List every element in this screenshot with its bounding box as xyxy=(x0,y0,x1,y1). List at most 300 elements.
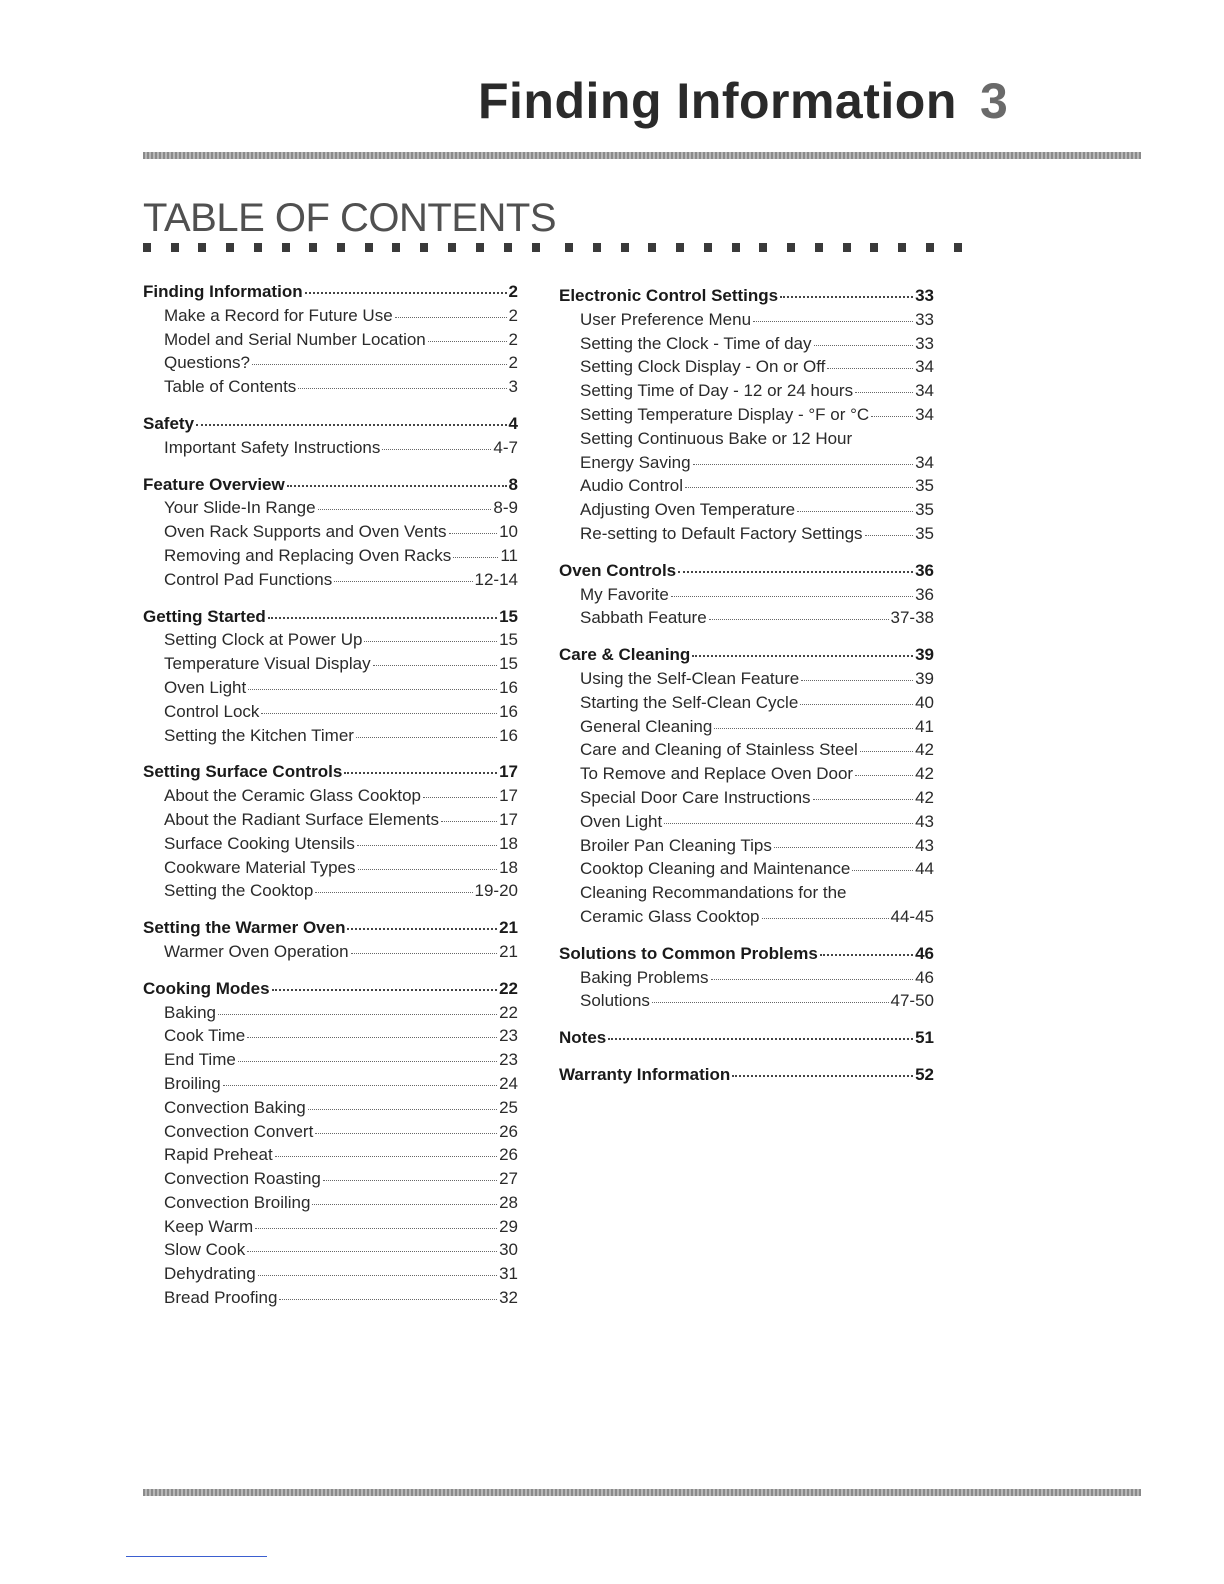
toc-entry-label: Convection Roasting xyxy=(164,1169,321,1189)
toc-section-entry[interactable] xyxy=(559,284,934,308)
toc-entry-page: 33 xyxy=(915,286,934,305)
toc-entry-label: Setting the Clock - Time of day xyxy=(580,333,812,353)
toc-entry-page: 44 xyxy=(915,859,934,879)
toc-subsection-entry[interactable] xyxy=(143,1096,518,1120)
toc-entry-page: 11 xyxy=(500,545,518,565)
toc-subsection-entry[interactable] xyxy=(143,436,518,460)
toc-entry-label: About the Ceramic Glass Cooktop xyxy=(164,786,422,806)
square-bullet xyxy=(309,243,317,252)
toc-entry-label: Model and Serial Number Location xyxy=(164,329,426,349)
toc-subsection-entry[interactable] xyxy=(143,856,518,880)
toc-subsection-entry[interactable] xyxy=(559,762,934,786)
toc-entry-label: Solutions xyxy=(580,991,650,1011)
toc-left-column xyxy=(143,280,518,1310)
toc-entry-page: 35 xyxy=(915,500,934,520)
toc-section-entry[interactable] xyxy=(143,473,518,497)
toc-subsection-entry[interactable] xyxy=(559,857,934,881)
dot-leader xyxy=(664,822,913,824)
toc-entry-label: Using the Self-Clean Feature xyxy=(580,668,800,688)
dot-leader xyxy=(774,846,913,848)
toc-entry-label: Temperature Visual Display xyxy=(164,654,371,674)
dot-leader xyxy=(855,391,913,393)
square-bullet xyxy=(143,243,151,252)
dot-leader xyxy=(247,1036,497,1038)
toc-section-entry[interactable] xyxy=(143,916,518,940)
dot-leader xyxy=(218,1013,497,1015)
toc-section-entry[interactable] xyxy=(559,643,934,667)
toc-entry-page: 18 xyxy=(499,833,518,853)
dot-leader xyxy=(358,868,498,870)
toc-entry-label: Care & Cleaning xyxy=(559,645,691,665)
square-bullet xyxy=(504,243,512,252)
toc-entry-page: 10 xyxy=(499,522,518,542)
dot-leader xyxy=(315,1132,497,1134)
toc-entry-label: Oven Light xyxy=(164,677,247,697)
toc-entry-label: Starting the Self-Clean Cycle xyxy=(580,692,799,712)
dot-leader xyxy=(797,510,913,512)
toc-entry-label: Cookware Material Types xyxy=(164,857,356,877)
toc-section-entry[interactable] xyxy=(143,605,518,629)
toc-entry-label: Table of Contents xyxy=(164,377,297,397)
dot-leader xyxy=(732,1074,913,1077)
toc-entry-page: 8 xyxy=(508,474,518,494)
dot-leader xyxy=(693,463,914,465)
dot-leader xyxy=(671,595,913,597)
toc-entry-label: About the Radiant Surface Elements xyxy=(164,809,439,829)
dot-leader xyxy=(860,750,913,752)
toc-subsection-entry[interactable] xyxy=(143,1262,518,1286)
toc-entry-label: Audio Control xyxy=(580,476,684,496)
toc-entry-label: Convection Broiling xyxy=(164,1192,311,1212)
toc-entry-page: 46 xyxy=(915,967,934,987)
toc-entry-page: 23 xyxy=(499,1050,518,1070)
toc-entry-page: 40 xyxy=(915,692,934,712)
toc-entry-page: 35 xyxy=(915,523,934,543)
toc-subsection-entry[interactable] xyxy=(143,1286,518,1310)
toc-entry-label: Setting Continuous Bake or 12 Hour xyxy=(580,428,853,448)
toc-entry-label: Setting Clock at Power Up xyxy=(164,630,363,650)
toc-entry-page: 22 xyxy=(499,978,518,998)
dot-leader xyxy=(357,844,497,846)
toc-entry-page: 44-45 xyxy=(890,906,934,926)
square-bullet xyxy=(870,243,878,252)
toc-subsection-entry[interactable] xyxy=(143,700,518,724)
toc-subsection-entry[interactable] xyxy=(559,606,934,630)
toc-subsection-entry[interactable] xyxy=(559,966,934,990)
toc-subsection-entry[interactable] xyxy=(143,808,518,832)
toc-subsection-entry[interactable] xyxy=(143,1072,518,1096)
square-bullet xyxy=(226,243,234,252)
toc-subsection-entry[interactable] xyxy=(559,474,934,498)
square-bullet xyxy=(254,243,262,252)
toc-entry-page: 33 xyxy=(915,309,934,329)
toc-section-entry[interactable] xyxy=(143,280,518,304)
toc-entry-label: Setting Temperature Display - °F or °C xyxy=(580,404,870,424)
toc-entry-page: 4 xyxy=(508,413,518,433)
toc-subsection-entry[interactable] xyxy=(143,1167,518,1191)
dot-leader xyxy=(344,771,497,774)
square-bullet xyxy=(198,243,206,252)
dot-leader xyxy=(801,679,913,681)
dot-leader xyxy=(453,556,498,558)
toc-section-entry[interactable] xyxy=(559,1026,934,1050)
dot-leader xyxy=(652,1001,889,1003)
toc-subsection-entry[interactable] xyxy=(143,1048,518,1072)
toc-entry-page: 29 xyxy=(499,1216,518,1236)
toc-subsection-entry[interactable] xyxy=(143,544,518,568)
dot-leader xyxy=(238,1060,497,1062)
toc-entry-page: 21 xyxy=(499,941,518,961)
dot-leader xyxy=(252,363,507,365)
dot-leader xyxy=(312,1203,497,1205)
toc-entry-page: 33 xyxy=(915,333,934,353)
square-bullet xyxy=(392,243,400,252)
dot-leader xyxy=(334,580,472,582)
toc-entry-label: Baking xyxy=(164,1002,216,1022)
toc-entry-label: Questions? xyxy=(164,353,250,373)
dot-leader xyxy=(685,486,913,488)
toc-section-entry[interactable] xyxy=(559,942,934,966)
toc-entry-label: Broiler Pan Cleaning Tips xyxy=(580,835,772,855)
footer-underline-mark xyxy=(126,1556,267,1557)
toc-entry-label: Your Slide-In Range xyxy=(164,498,316,518)
square-bullet xyxy=(532,243,540,252)
dot-leader xyxy=(678,570,913,573)
toc-entry-label: Removing and Replacing Oven Racks xyxy=(164,545,452,565)
dot-leader xyxy=(423,796,497,798)
dot-leader xyxy=(753,320,913,322)
toc-subsection-entry[interactable] xyxy=(143,496,518,520)
toc-entry-label: Setting the Cooktop xyxy=(164,881,314,901)
toc-entry-page: 17 xyxy=(499,786,518,806)
toc-entry-page: 15 xyxy=(499,630,518,650)
toc-entry-label: Dehydrating xyxy=(164,1264,256,1284)
toc-entry-label: Energy Saving xyxy=(580,452,691,472)
toc-entry-label: Slow Cook xyxy=(164,1240,246,1260)
toc-entry-label: Rapid Preheat xyxy=(164,1145,273,1165)
toc-subsection-entry[interactable] xyxy=(559,738,934,762)
toc-entry-page: 27 xyxy=(499,1169,518,1189)
square-bullet xyxy=(898,243,906,252)
toc-entry-label: Ceramic Glass Cooktop xyxy=(580,906,760,926)
toc-heading: TABLE OF CONTENTS xyxy=(143,196,557,240)
dot-leader xyxy=(871,415,913,417)
decorative-square-row xyxy=(143,243,963,255)
toc-subsection-entry[interactable] xyxy=(143,724,518,748)
dot-leader xyxy=(247,1250,497,1252)
toc-entry-page: 8-9 xyxy=(493,498,518,518)
dot-leader xyxy=(762,917,889,919)
dot-leader xyxy=(820,953,913,956)
square-bullet xyxy=(954,243,962,252)
toc-subsection-entry[interactable] xyxy=(559,308,934,332)
toc-entry-page: 46 xyxy=(915,943,934,963)
toc-entry-page: 26 xyxy=(499,1121,518,1141)
dot-leader xyxy=(275,1155,497,1157)
dot-leader xyxy=(441,820,497,822)
dot-leader xyxy=(308,1108,497,1110)
toc-subsection-entry[interactable] xyxy=(143,1191,518,1215)
toc-section-entry[interactable] xyxy=(143,977,518,1001)
toc-entry-label: Keep Warm xyxy=(164,1216,254,1236)
dot-leader xyxy=(428,340,507,342)
toc-subsection-entry[interactable] xyxy=(559,834,934,858)
toc-subsection-entry[interactable] xyxy=(559,379,934,403)
toc-subsection-entry[interactable] xyxy=(559,451,934,475)
square-bullet xyxy=(282,243,290,252)
dot-leader xyxy=(255,1227,497,1229)
toc-entry-label: General Cleaning xyxy=(580,716,713,736)
toc-entry-label: Cook Time xyxy=(164,1026,246,1046)
toc-section-entry[interactable] xyxy=(559,559,934,583)
toc-entry-label: Warranty Information xyxy=(559,1064,731,1084)
toc-entry-page: 22 xyxy=(499,1002,518,1022)
toc-subsection-entry[interactable] xyxy=(143,1024,518,1048)
toc-subsection-entry[interactable] xyxy=(143,1001,518,1025)
toc-entry-page: 51 xyxy=(915,1028,934,1048)
dot-leader xyxy=(315,891,472,893)
toc-subsection-entry[interactable] xyxy=(559,427,934,451)
square-bullet xyxy=(593,243,601,252)
toc-entry-label: Cleaning Recommandations for the xyxy=(580,883,847,903)
toc-entry-label: Important Safety Instructions xyxy=(164,437,381,457)
dot-leader xyxy=(800,703,913,705)
square-bullet xyxy=(676,243,684,252)
toc-entry-label: Surface Cooking Utensils xyxy=(164,833,355,853)
toc-entry-label: Sabbath Feature xyxy=(580,608,707,628)
toc-section-entry[interactable] xyxy=(143,412,518,436)
dot-leader xyxy=(709,618,889,620)
toc-entry-page: 34 xyxy=(915,452,934,472)
toc-entry-label: Special Door Care Instructions xyxy=(580,787,811,807)
toc-entry-page: 26 xyxy=(499,1145,518,1165)
toc-subsection-entry[interactable] xyxy=(559,989,934,1013)
square-bullet xyxy=(171,243,179,252)
toc-entry-label: Adjusting Oven Temperature xyxy=(580,500,796,520)
dot-leader xyxy=(813,798,914,800)
toc-entry-page: 47-50 xyxy=(890,991,934,1011)
toc-subsection-entry[interactable] xyxy=(143,652,518,676)
dot-leader xyxy=(351,952,498,954)
toc-entry-page: 18 xyxy=(499,857,518,877)
toc-entry-page: 15 xyxy=(499,654,518,674)
dot-leader xyxy=(852,869,913,871)
toc-subsection-entry[interactable] xyxy=(143,940,518,964)
toc-subsection-entry[interactable] xyxy=(143,1215,518,1239)
toc-subsection-entry[interactable] xyxy=(559,403,934,427)
toc-subsection-entry[interactable] xyxy=(559,583,934,607)
toc-subsection-entry[interactable] xyxy=(143,676,518,700)
dot-leader xyxy=(608,1037,913,1040)
toc-entry-label: Re-setting to Default Factory Settings xyxy=(580,523,863,543)
toc-entry-label: Solutions to Common Problems xyxy=(559,943,818,963)
toc-entry-label: Control Lock xyxy=(164,701,260,721)
toc-entry-page: 35 xyxy=(915,476,934,496)
toc-entry-label: My Favorite xyxy=(580,584,669,604)
toc-entry-label: Getting Started xyxy=(143,606,266,626)
toc-entry-label: Make a Record for Future Use xyxy=(164,305,393,325)
toc-subsection-entry[interactable] xyxy=(559,498,934,522)
toc-subsection-entry[interactable] xyxy=(559,355,934,379)
toc-entry-page: 34 xyxy=(915,381,934,401)
toc-entry-page: 19-20 xyxy=(474,881,518,901)
toc-entry-page: 42 xyxy=(915,787,934,807)
toc-subsection-entry[interactable] xyxy=(559,881,934,905)
toc-entry-page: 23 xyxy=(499,1026,518,1046)
square-bullet xyxy=(448,243,456,252)
toc-entry-label: Care and Cleaning of Stainless Steel xyxy=(580,740,858,760)
toc-entry-page: 2 xyxy=(508,353,518,373)
dot-leader xyxy=(692,654,913,657)
square-bullet xyxy=(365,243,373,252)
toc-subsection-entry[interactable] xyxy=(143,628,518,652)
toc-subsection-entry[interactable] xyxy=(143,879,518,903)
toc-entry-label: Oven Controls xyxy=(559,560,677,580)
toc-entry-label: Cooktop Cleaning and Maintenance xyxy=(580,859,851,879)
square-bullet xyxy=(476,243,484,252)
toc-entry-page: 36 xyxy=(915,584,934,604)
square-bullet xyxy=(759,243,767,252)
dot-leader xyxy=(373,664,497,666)
dot-leader xyxy=(855,774,913,776)
dot-leader xyxy=(395,316,507,318)
dot-leader xyxy=(305,291,507,294)
dot-leader xyxy=(449,532,498,534)
dot-leader xyxy=(248,688,497,690)
dot-leader xyxy=(865,534,914,536)
toc-subsection-entry[interactable] xyxy=(143,351,518,375)
toc-subsection-entry[interactable] xyxy=(143,568,518,592)
toc-entry-page: 3 xyxy=(508,377,518,397)
toc-entry-page: 32 xyxy=(499,1288,518,1308)
toc-entry-page: 52 xyxy=(915,1064,934,1084)
toc-subsection-entry[interactable] xyxy=(559,667,934,691)
toc-entry-page: 25 xyxy=(499,1097,518,1117)
toc-entry-page: 31 xyxy=(499,1264,518,1284)
toc-entry-label: Safety xyxy=(143,413,195,433)
dot-leader xyxy=(382,448,491,450)
toc-entry-page: 43 xyxy=(915,835,934,855)
toc-section-entry[interactable] xyxy=(143,760,518,784)
dot-leader xyxy=(298,387,506,389)
toc-entry-page: 39 xyxy=(915,645,934,665)
dot-leader xyxy=(261,712,497,714)
dot-leader xyxy=(279,1298,497,1300)
toc-entry-label: Convection Baking xyxy=(164,1097,306,1117)
toc-entry-page: 15 xyxy=(499,606,518,626)
toc-subsection-entry[interactable] xyxy=(559,786,934,810)
toc-subsection-entry[interactable] xyxy=(559,522,934,546)
toc-entry-label: Feature Overview xyxy=(143,474,285,494)
toc-entry-page: 16 xyxy=(499,677,518,697)
toc-subsection-entry[interactable] xyxy=(143,1238,518,1262)
toc-entry-page: 30 xyxy=(499,1240,518,1260)
toc-subsection-entry[interactable] xyxy=(559,332,934,356)
toc-entry-label: Oven Light xyxy=(580,811,663,831)
dot-leader xyxy=(272,988,498,991)
toc-entry-page: 36 xyxy=(915,560,934,580)
toc-entry-label: Setting Surface Controls xyxy=(143,762,343,782)
toc-subsection-entry[interactable] xyxy=(559,691,934,715)
toc-entry-label: User Preference Menu xyxy=(580,309,752,329)
dot-leader xyxy=(223,1084,497,1086)
toc-entry-page: 37-38 xyxy=(890,608,934,628)
toc-subsection-entry[interactable] xyxy=(143,1143,518,1167)
dot-leader xyxy=(347,927,497,930)
page-number: 3 xyxy=(980,73,1008,129)
dot-leader xyxy=(714,727,913,729)
toc-section-entry[interactable] xyxy=(559,1063,934,1087)
toc-subsection-entry[interactable] xyxy=(143,304,518,328)
toc-entry-page: 12-14 xyxy=(474,569,518,589)
toc-subsection-entry[interactable] xyxy=(143,1120,518,1144)
toc-entry-page: 24 xyxy=(499,1073,518,1093)
dot-leader xyxy=(814,344,914,346)
toc-entry-label: Baking Problems xyxy=(580,967,709,987)
dot-leader xyxy=(323,1179,497,1181)
square-bullet xyxy=(704,243,712,252)
toc-entry-page: 43 xyxy=(915,811,934,831)
dot-leader xyxy=(356,736,497,738)
toc-subsection-entry[interactable] xyxy=(143,832,518,856)
toc-entry-label: Warmer Oven Operation xyxy=(164,941,349,961)
toc-entry-label: Electronic Control Settings xyxy=(559,286,779,305)
toc-subsection-entry[interactable] xyxy=(559,810,934,834)
toc-entry-page: 16 xyxy=(499,701,518,721)
square-bullet xyxy=(648,243,656,252)
square-bullet xyxy=(420,243,428,252)
toc-entry-page: 42 xyxy=(915,764,934,784)
dot-leader xyxy=(711,978,914,980)
toc-right-column xyxy=(559,284,934,1087)
toc-subsection-entry[interactable] xyxy=(143,375,518,399)
toc-entry-label: Setting Clock Display - On or Off xyxy=(580,357,826,377)
toc-entry-page: 17 xyxy=(499,809,518,829)
toc-entry-page: 42 xyxy=(915,740,934,760)
toc-entry-label: To Remove and Replace Oven Door xyxy=(580,764,854,784)
toc-subsection-entry[interactable] xyxy=(559,715,934,739)
dot-leader xyxy=(258,1274,497,1276)
footer-divider xyxy=(143,1489,1141,1496)
toc-entry-page: 34 xyxy=(915,357,934,377)
dot-leader xyxy=(827,367,913,369)
square-bullet xyxy=(565,243,573,252)
toc-subsection-entry[interactable] xyxy=(143,328,518,352)
toc-entry-page: 2 xyxy=(508,282,518,301)
toc-entry-label: End Time xyxy=(164,1050,236,1070)
dot-leader xyxy=(287,484,507,487)
toc-subsection-entry[interactable] xyxy=(143,784,518,808)
square-bullet xyxy=(621,243,629,252)
toc-subsection-entry[interactable] xyxy=(143,520,518,544)
square-bullet xyxy=(843,243,851,252)
square-bullet xyxy=(732,243,740,252)
toc-entry-label: Control Pad Functions xyxy=(164,569,333,589)
toc-entry-label: Bread Proofing xyxy=(164,1288,278,1308)
toc-entry-label: Finding Information xyxy=(143,282,303,301)
toc-entry-page: 41 xyxy=(915,716,934,736)
toc-entry-label: Broiling xyxy=(164,1073,221,1093)
toc-entry-page: 34 xyxy=(915,404,934,424)
dot-leader xyxy=(268,616,497,619)
toc-entry-label: Setting the Warmer Oven xyxy=(143,918,346,938)
toc-subsection-entry[interactable] xyxy=(559,905,934,929)
toc-entry-label: Oven Rack Supports and Oven Vents xyxy=(164,522,447,542)
toc-entry-page: 2 xyxy=(508,329,518,349)
dot-leader xyxy=(780,295,913,298)
square-bullet xyxy=(926,243,934,252)
header-divider xyxy=(143,152,1141,159)
